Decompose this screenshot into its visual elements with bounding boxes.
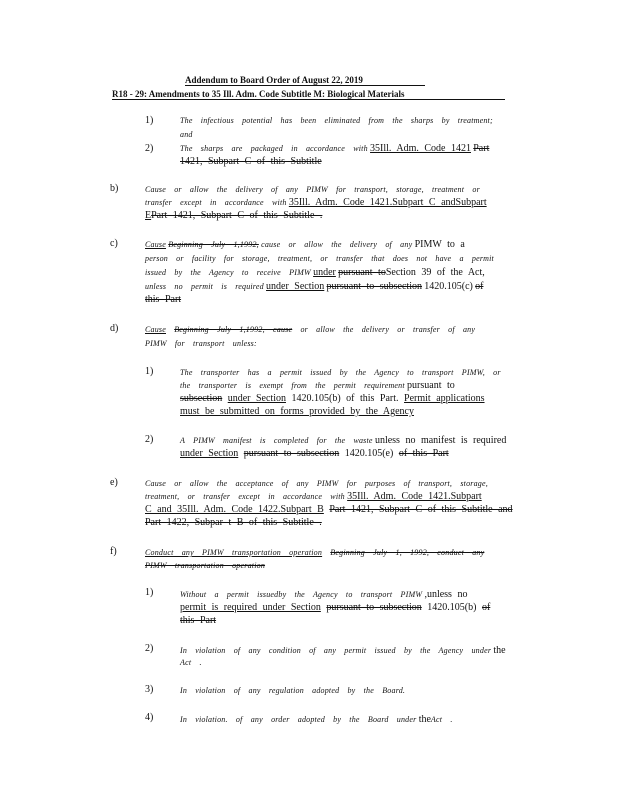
item-label: c) [110,238,118,249]
deleted-text: Part 1421, Subpart C of this Subtitle and [329,504,513,515]
text-run: the [418,714,431,725]
deleted-text: this Part [180,615,217,626]
item-label: d) [110,323,119,334]
item-c-line-3 [145,267,485,278]
inserted-text: under Section [266,281,325,292]
text-run: PIMW to a [414,239,465,250]
item-label: b) [110,183,119,194]
text-run: transfer except in accordance with [145,198,287,207]
deleted-text: Beginning July 1,1992, cause [174,325,293,334]
text-run: The sharps are packaged in accordance with [180,144,368,153]
inserted-text: under [313,267,336,278]
inserted-text: 35Ill. Adm. Code 1421.Subpart [347,491,482,502]
item-f2-line-1 [180,645,506,656]
item-f1-line-1 [180,589,467,600]
item-d2-line-2 [180,448,449,459]
item-f-line-1 [145,548,484,557]
deleted-text: of [475,281,484,292]
header-line-1 [185,75,425,86]
text-run: 1420.105(e) [344,448,394,459]
deleted-text: Beginning July 1,1992, [168,240,259,249]
text-run: The infectious potential has been eliminated from the sharps by treatment; [180,116,493,125]
text-run: In violation. of any order adopted by the Board under [180,715,417,724]
deleted-text: pursuant to subsection [243,448,340,459]
item-label: 4) [145,712,154,723]
inserted-text: under Section [227,393,286,404]
text-run: pursuant to [407,380,455,391]
deleted-text: Part 1422, Subpar t B of this Subtitle . [145,517,322,528]
inserted-text: permit is required under Section [180,602,321,613]
header-title: Addendum to Board Order of August 22, 2019 [185,75,363,85]
text-run: person or facility for storage, treatment, or transfer that does not have a permit [145,254,494,263]
text-run: Act . [180,658,202,667]
inserted-text: C and 35Ill. Adm. Code 1422.Subpart B [145,504,324,515]
item-d-line-2 [145,339,257,348]
text-run: The transporter has a permit issued by the Agency to transport PIMW, or [180,368,501,377]
item-d1-line-2 [180,380,455,391]
item-d1-line-3 [180,393,485,404]
item-1-line-1 [180,116,493,125]
item-1-line-2 [180,130,193,139]
item-f-line-2 [145,561,265,570]
text-run: Section 39 of the Act, [385,267,485,278]
deleted-text: Part [473,143,490,154]
text-run: unless no permit is required [145,282,264,291]
text-run: Without a permit issuedby the Agency to transport PIMW [180,590,423,599]
item-c-line-2 [145,254,494,263]
deleted-text: pursuant to [338,267,386,278]
item-label: 1) [145,366,154,377]
deleted-text: of [481,602,491,613]
item-d1-line-1 [180,368,501,377]
text-run: Cause or allow the acceptance of any PIMW for purposes of transport, storage, [145,479,488,488]
deleted-text: of this Part [398,448,449,459]
text-run: Act . [430,715,453,724]
inserted-text: Permit applications [404,393,485,404]
item-b-line-2 [145,197,487,208]
item-label: 2) [145,143,154,154]
text-run: 1420.105(c) [424,281,473,292]
item-f1-line-3 [180,615,216,626]
item-f1-line-2 [180,602,490,613]
item-label: e) [110,477,118,488]
inserted-text: Cause [145,325,166,334]
text-run: treatment, or transfer except in accordance with [145,492,345,501]
text-run: 1420.105(b) of this Part. [291,393,399,404]
item-d-line-1 [145,325,475,334]
deleted-text: pursuant to subsection [326,281,422,292]
text-run: 1420.105(b) [427,602,477,613]
item-c-line-1 [145,239,465,250]
inserted-text: E [145,210,152,221]
item-b-line-3 [145,210,322,221]
item-c-line-4 [145,281,483,292]
text-run: the transporter is exempt from the permit requirement [180,381,405,390]
item-label: 3) [145,684,154,695]
item-d2-line-1 [180,435,506,446]
text-run: issued by the Agency to receive PIMW [145,268,311,277]
item-e-line-2 [145,491,482,502]
inserted-text: Cause [145,240,166,249]
text-run: A PIMW manifest is completed for the waste [180,436,373,445]
text-run: ,unless no [424,589,468,600]
inserted-text: must be submitted on forms provided by the Agency [180,406,414,417]
item-e-line-3 [145,504,513,515]
item-c-line-5 [145,294,181,305]
inserted-text: Conduct any PIMW transportation operation [145,548,323,557]
item-2-line-1 [180,143,489,154]
text-run: or allow the delivery or transfer of any [300,325,476,334]
text-run: In violation of any condition of any permit issued by the Agency under [180,646,492,655]
item-f3-line-1 [180,686,405,695]
text-run: and [180,130,193,139]
inserted-text: 35Ill. Adm. Code 1421 [370,143,471,154]
text-run: unless no manifest is required [374,435,507,446]
deleted-text: PIMW transportation operation [145,561,266,570]
item-b-line-1 [145,185,480,194]
deleted-text: Beginning July 1, 1992, conduct any [330,548,485,557]
item-e-line-1 [145,479,488,488]
inserted-text: 35Ill. Adm. Code 1421.Subpart C andSubpart [288,197,487,208]
text-run: In violation of any regulation adopted by the Board. [180,686,406,695]
item-2-line-2 [180,156,322,167]
deleted-text: subsection [180,393,223,404]
header-line-2 [112,89,505,100]
header-subtitle: R18 - 29: Amendments to 35 Ill. Adm. Code Subtitle M: Biological Materials [112,89,405,99]
item-label: 2) [145,434,154,445]
inserted-text: under Section [180,448,239,459]
item-label: 2) [145,643,154,654]
deleted-text: 1421, Subpart C of this Subtitle [180,156,322,167]
text-run: Cause or allow the delivery of any PIMW for transport, storage, treatment or [145,185,480,194]
item-e-line-4 [145,517,322,528]
item-d1-line-4 [180,406,414,417]
text-run: cause or allow the delivery of any [261,240,413,249]
deleted-text: pursuant to subsection [326,602,422,613]
item-f4-line-1 [180,714,453,725]
item-f2-line-2 [180,658,202,667]
item-label: 1) [145,115,154,126]
item-label: f) [110,546,117,557]
deleted-text: Part 1421, Subpart C of this Subtitle . [151,210,323,221]
text-run: PIMW for transport unless: [145,339,257,348]
item-label: 1) [145,587,154,598]
deleted-text: this Part [145,294,182,305]
text-run: the [493,645,506,656]
